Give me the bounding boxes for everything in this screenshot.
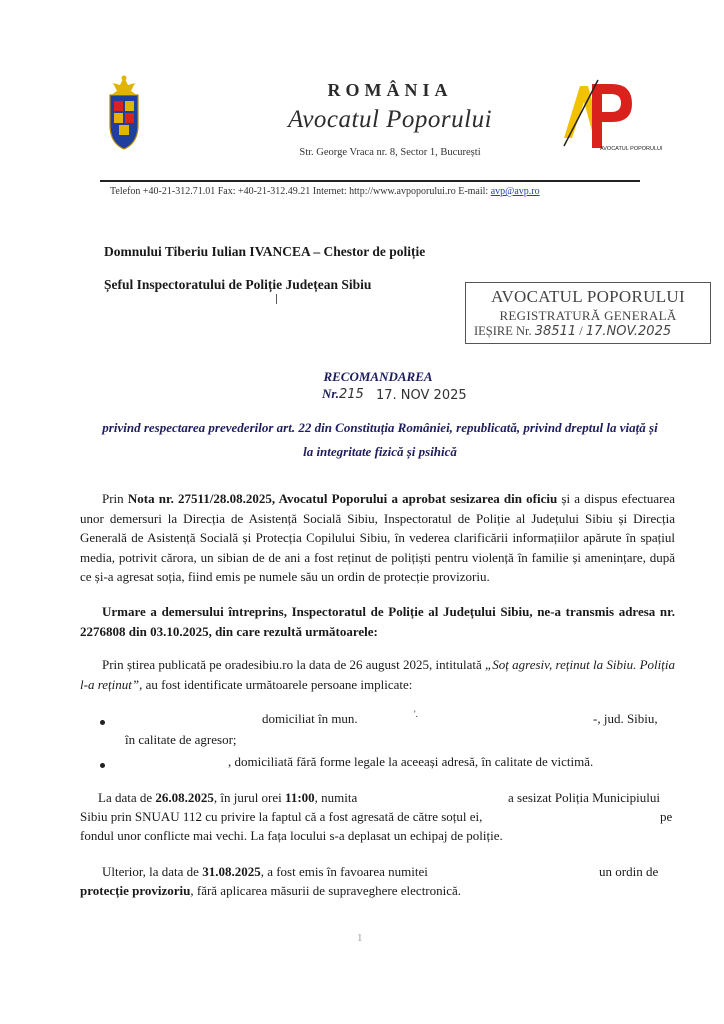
p4-line-2-end: pe [660,809,673,824]
p1-bold: Nota nr. 27511/28.08.2025, Avocatul Poporului a aprobat sesizarea din oficiu [127,491,558,506]
p2-text: Urmare a demersului întreprins, Inspectoratul de Poliție al Județului Sibiu, ne-a transmis adresa nr. 2276808 din 03.10.2025, din care rezultă următoarele: [80,604,675,639]
p4-line-1 [98,790,357,806]
bullet-dot [100,720,105,725]
addressee-title: Șeful Inspectoratului de Poliție Județean Sibiu [104,277,372,292]
bullet-1-a: domiciliat în mun. [262,711,358,726]
mark [276,294,277,304]
p4-line-3: fondul unor conflicte mai vechi. La fața locului s-a deplasat un echipaj de poliție. [80,828,503,843]
subject-line-1: privind respectarea prevederilor art. 22 din Constituția României, republicată, privind dreptul la viață și [102,420,658,435]
p5-line-1 [102,864,428,880]
p5-pre: Ulterior, la data de [102,864,203,879]
p5-text: , fără aplicarea măsurii de supraveghere electronică. [190,883,462,898]
bullet-1-mark: '. [414,709,418,719]
p5-bold: protecție provizoriu [80,883,191,898]
p3-post: , au fost identificate următoarele persoane implicate: [139,676,413,692]
p3-quote: „Soț agresiv, reținut la Sibiu. Poliția l-a reținut” [80,657,675,692]
stamp-registry: REGISTRATURĂ GENERALĂ [499,308,677,323]
stamp-number: 38511 [534,324,577,339]
bullet-2: , domiciliată fără forme legale la aceeași adresă, în calitate de victimă. [228,754,594,769]
header-country: ROMÂNIA [327,80,453,100]
header-institution: Avocatul Poporului [287,106,493,133]
header-rule [100,180,640,182]
p4-pre: La data de [98,790,156,805]
p4-line-1-end: a sesizat Poliția Municipiului [508,790,661,805]
recommendation-date: 17. NOV 2025 [376,388,467,403]
p5-date: 31.08.2025 [202,864,261,879]
paragraph-3 [80,655,675,694]
registry-stamp [465,282,711,344]
header-address: Str. George Vraca nr. 8, Sector 1, București [299,147,481,158]
stamp-date: 17.NOV.2025 [585,324,672,339]
recommendation-title: RECOMANDAREA [323,369,433,384]
paragraph-2 [80,602,675,641]
contact-text: Telefon +40-21-312.71.01 Fax: +40-21-312.49.21 Internet: http://www.avpoporului.ro E-mail: [110,186,491,197]
p4-post: , numita [314,790,358,805]
header-contact [110,186,650,197]
bullet-1-b: -, jud. Sibiu, [593,711,658,726]
p5-line-1-end: un ordin de [599,864,659,879]
page-number: 1 [357,932,363,944]
p4-line-2: Sibiu prin SNUAU 112 cu privire la faptul că a fost agresată de către soțul ei, [80,809,483,824]
paragraph-1 [80,489,675,587]
subject-line-2: la integritate fizică și psihică [303,444,457,459]
recommendation-subject [80,416,680,464]
nr-label: Nr. [322,386,339,401]
bullet-1-c: în calitate de agresor; [125,732,237,747]
stamp-separator: / [579,324,583,338]
stamp-institution: AVOCATUL POPORULUI [491,287,685,306]
p5-line-2 [80,883,461,899]
p4-hour: 11:00 [285,790,315,805]
p4-date: 26.08.2025 [155,790,214,805]
svg-text:AVOCATUL POPORULUI: AVOCATUL POPORULUI [600,146,663,152]
p1-text: și a dispus efectuarea unor demersuri la Direcția de Asistență Socială Sibiu, Inspectoratul de Poliție al Județului Sibiu și Direcția Generală de Asistență Socială și Protecția Copilului Sibiu, în vederea clarificării informațiilor apărute în spațiul media, potrivit cărora, un sibian de de ani a fost reținut de polițiști pentru violență în familie și amenințare, după ce și-a agresat soția, fiind emis pe numele său un ordin de protecție provizoriu. [80,491,676,584]
bullet-dot [100,763,105,768]
email-link[interactable]: avp@avp.ro [490,186,540,197]
stamp-exit-line [466,324,710,339]
nr-value: 215 [338,387,364,402]
p1-pre: Prin [102,491,128,506]
p5-post: , a fost emis în favoarea numitei [260,864,428,879]
recommendation-number [322,386,364,402]
avocatul-poporului-logo [558,76,663,152]
coat-of-arms-icon [107,73,141,151]
addressee-name: Domnului Tiberiu Iulian IVANCEA – Chestor de poliție [104,244,426,259]
p3-pre: Prin știrea publicată pe oradesibiu.ro la data de 26 august 2025, intitulată [102,657,486,672]
p4-mid: , în jurul orei [213,790,286,805]
stamp-exit-label: IEȘIRE Nr. [474,324,532,338]
